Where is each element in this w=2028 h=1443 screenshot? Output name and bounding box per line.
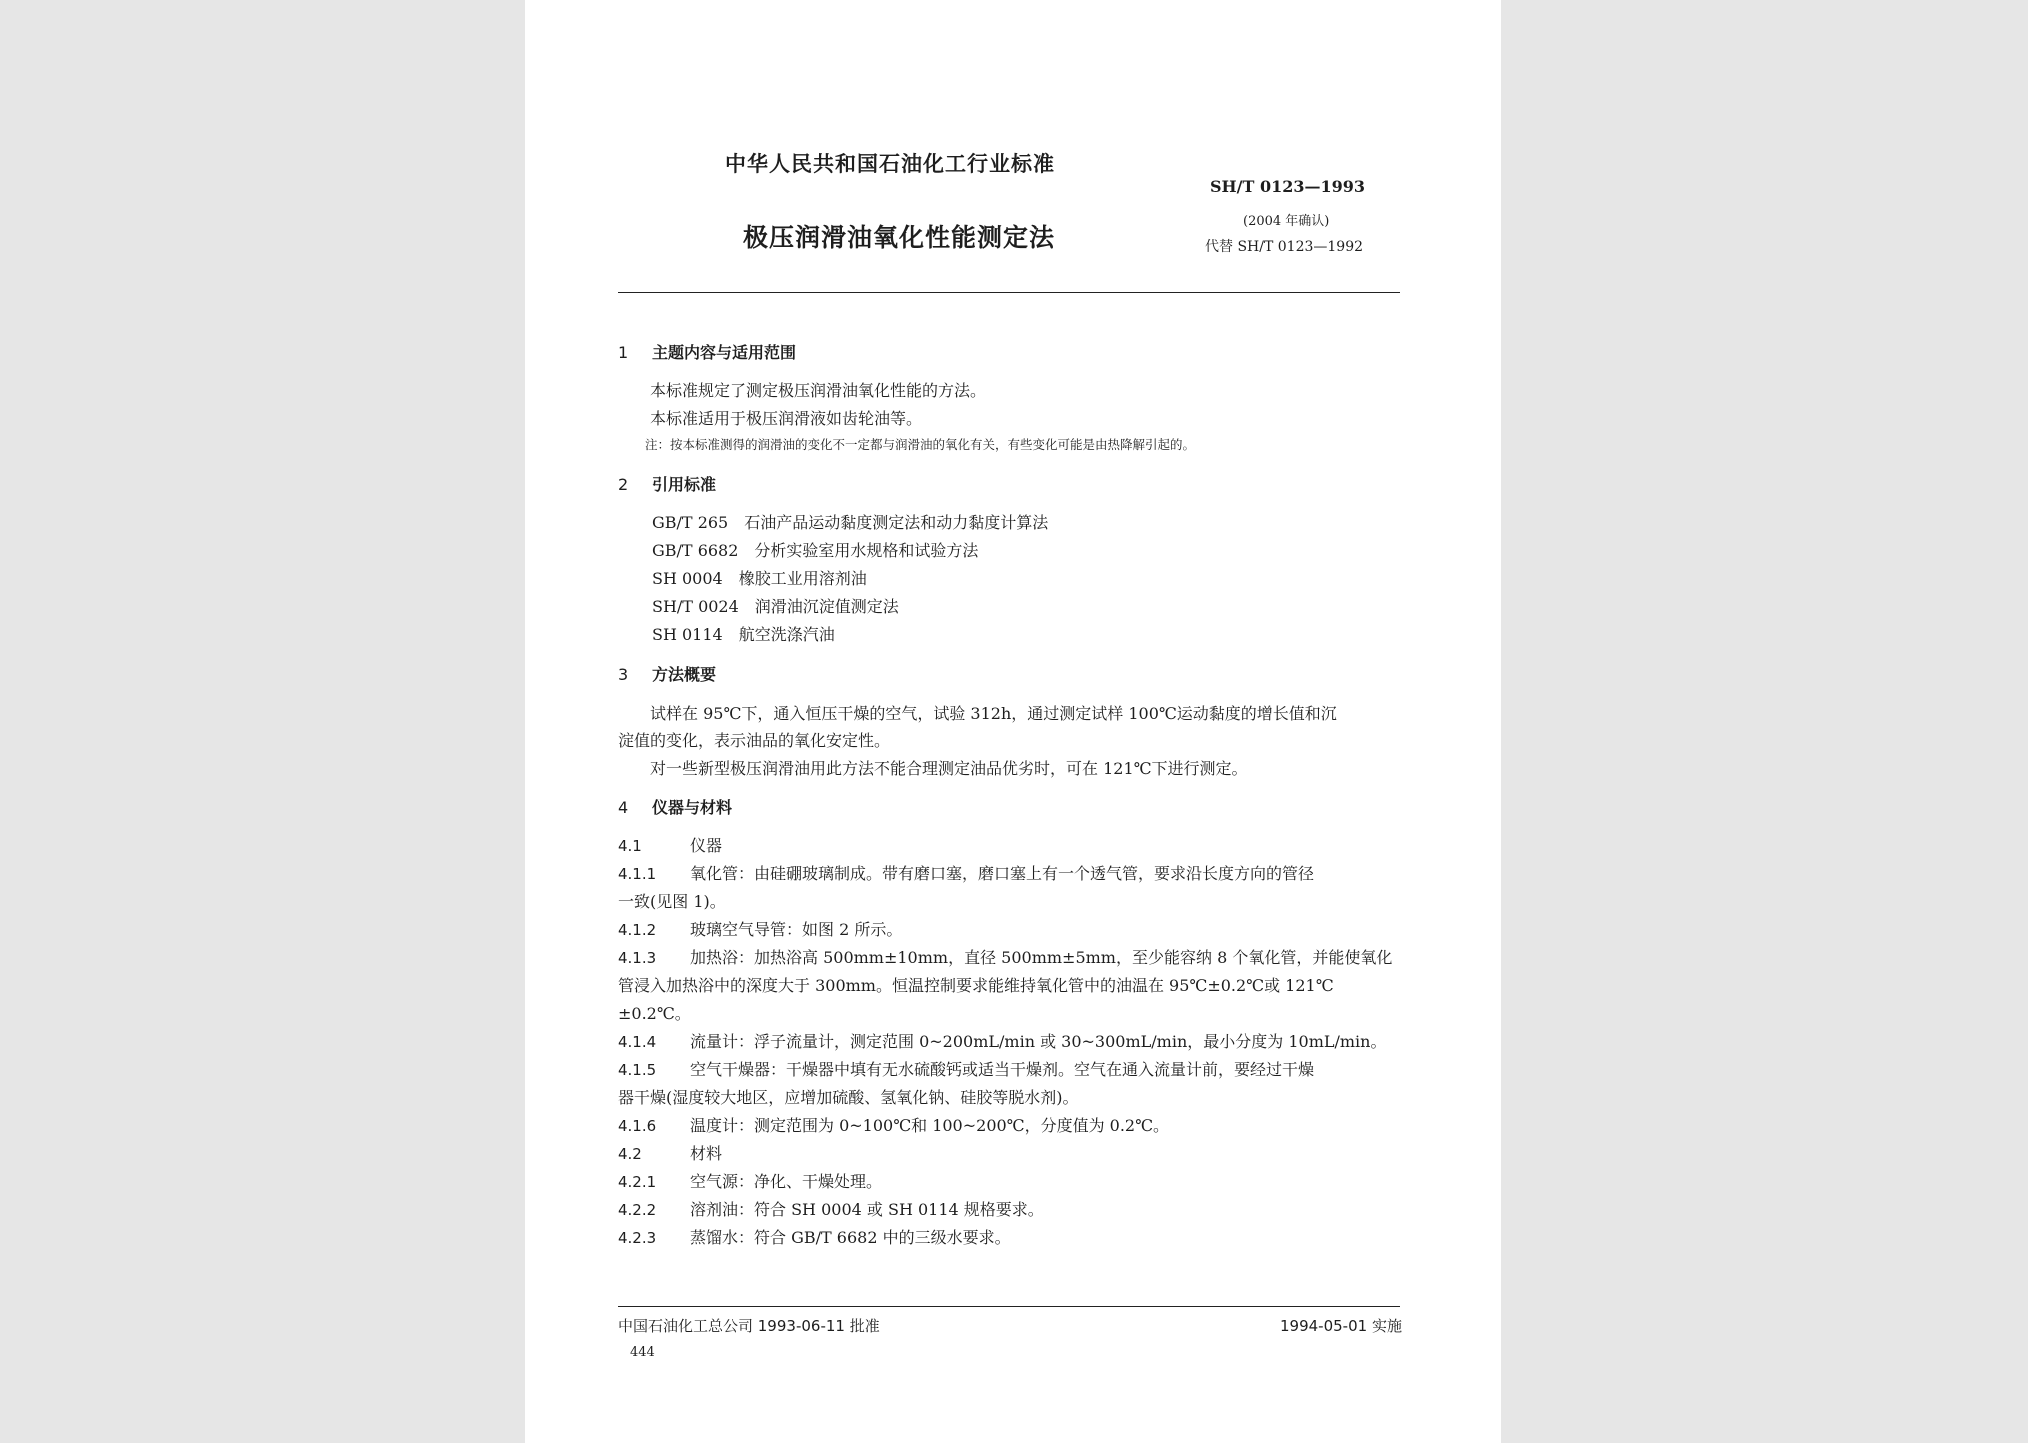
paragraph-line: 淀值的变化，表示油品的氧化安定性。 bbox=[618, 731, 891, 750]
section-title: 主题内容与适用范围 bbox=[652, 343, 797, 362]
section-3-heading bbox=[618, 662, 716, 685]
clause-4-1-6 bbox=[618, 1113, 1169, 1136]
approval-line: 中国石油化工总公司 1993-06-11 批准 bbox=[618, 1317, 880, 1335]
reference-item bbox=[652, 566, 867, 589]
paragraph-line: 试样在 95℃下，通入恒压干燥的空气，试验 312h，通过测定试样 100℃运动黏度的增长值和沉 bbox=[650, 704, 1337, 723]
section-number: 1 bbox=[618, 343, 629, 362]
reference-code: SH 0114 bbox=[652, 625, 723, 644]
reference-item bbox=[652, 594, 899, 617]
section-number: 2 bbox=[618, 475, 629, 494]
footer-divider bbox=[618, 1306, 1400, 1307]
clause-text-continued: 管浸入加热浴中的深度大于 300mm。恒温控制要求能维持氧化管中的油温在 95℃±0.2℃或 121℃ bbox=[618, 976, 1334, 995]
note: 注：按本标准测得的润滑油的变化不一定都与润滑油的氧化有关，有些变化可能是由热降解引起的。 bbox=[645, 437, 1196, 452]
section-title: 仪器与材料 bbox=[652, 798, 733, 817]
clause-4-1-2 bbox=[618, 917, 902, 940]
clause-text: 玻璃空气导管：如图 2 所示。 bbox=[690, 920, 903, 939]
clause-text-continued: ±0.2℃。 bbox=[618, 1004, 691, 1023]
section-title: 方法概要 bbox=[652, 665, 717, 684]
clause-text: 蒸馏水：符合 GB/T 6682 中的三级水要求。 bbox=[690, 1228, 1011, 1247]
document-title: 极压润滑油氧化性能测定法 bbox=[743, 223, 1056, 252]
confirm-year: (2004 年确认) bbox=[1243, 214, 1330, 229]
clause-number: 4.1.5 bbox=[618, 1061, 657, 1079]
reference-item bbox=[652, 538, 978, 561]
section-1-heading bbox=[618, 340, 796, 363]
clause-text: 温度计：测定范围为 0~100℃和 100~200℃，分度值为 0.2℃。 bbox=[690, 1116, 1170, 1135]
clause-text: 空气源：净化、干燥处理。 bbox=[690, 1172, 883, 1191]
clause-number: 4.1.6 bbox=[618, 1117, 657, 1135]
clause-number: 4.2.1 bbox=[618, 1173, 657, 1191]
clause-number: 4.2.3 bbox=[618, 1229, 657, 1247]
section-2-heading bbox=[618, 472, 716, 495]
reference-name: 航空洗涤汽油 bbox=[738, 625, 835, 644]
clause-4-1-5 bbox=[618, 1057, 1314, 1080]
reference-code: GB/T 265 bbox=[652, 513, 729, 532]
clause-number: 4.2 bbox=[618, 1145, 642, 1163]
clause-4-1-3 bbox=[618, 945, 1392, 968]
section-number: 4 bbox=[618, 798, 629, 817]
clause-4-2-1 bbox=[618, 1169, 882, 1192]
reference-code: GB/T 6682 bbox=[652, 541, 739, 560]
section-4-heading bbox=[618, 795, 732, 818]
clause-4-1 bbox=[618, 833, 722, 856]
reference-name: 橡胶工业用溶剂油 bbox=[738, 569, 867, 588]
reference-code: SH/T 0024 bbox=[652, 597, 739, 616]
paragraph: 本标准规定了测定极压润滑油氧化性能的方法。 bbox=[650, 381, 987, 400]
clause-4-2-3 bbox=[618, 1225, 1011, 1248]
clause-number: 4.1.2 bbox=[618, 921, 657, 939]
reference-item bbox=[652, 510, 1048, 533]
clause-text: 材料 bbox=[690, 1144, 723, 1163]
clause-text: 仪器 bbox=[690, 836, 723, 855]
clause-number: 4.1.3 bbox=[618, 949, 657, 967]
section-number: 3 bbox=[618, 665, 629, 684]
replaces-standard: 代替 SH/T 0123—1992 bbox=[1205, 239, 1364, 255]
clause-text: 氧化管：由硅硼玻璃制成。带有磨口塞，磨口塞上有一个透气管，要求沿长度方向的管径 bbox=[690, 864, 1315, 883]
clause-text: 流量计：浮子流量计，测定范围 0~200mL/min 或 30~300mL/min，最小分度为 10mL/min。 bbox=[690, 1032, 1387, 1051]
paragraph: 对一些新型极压润滑油用此方法不能合理测定油品优劣时，可在 121℃下进行测定。 bbox=[650, 759, 1248, 778]
clause-text: 溶剂油：符合 SH 0004 或 SH 0114 规格要求。 bbox=[690, 1200, 1044, 1219]
clause-number: 4.2.2 bbox=[618, 1201, 657, 1219]
paragraph: 本标准适用于极压润滑液如齿轮油等。 bbox=[650, 409, 923, 428]
clause-4-2-2 bbox=[618, 1197, 1044, 1220]
clause-number: 4.1.4 bbox=[618, 1033, 657, 1051]
issuing-org: 中华人民共和国石油化工行业标准 bbox=[725, 152, 1055, 176]
reference-name: 分析实验室用水规格和试验方法 bbox=[754, 541, 979, 560]
clause-4-1-1 bbox=[618, 861, 1314, 884]
clause-text-continued: 器干燥(湿度较大地区，应增加硫酸、氢氧化钠、硅胶等脱水剂)。 bbox=[618, 1088, 1079, 1107]
reference-name: 石油产品运动黏度测定法和动力黏度计算法 bbox=[744, 513, 1049, 532]
clause-text: 加热浴：加热浴高 500mm±10mm，直径 500mm±5mm，至少能容纳 8 个氧化管，并能使氧化 bbox=[690, 948, 1393, 967]
header-divider bbox=[618, 292, 1400, 293]
effective-date: 1994-05-01 实施 bbox=[1280, 1317, 1402, 1335]
reference-name: 润滑油沉淀值测定法 bbox=[754, 597, 899, 616]
document-page bbox=[525, 0, 1501, 1443]
clause-number: 4.1 bbox=[618, 837, 642, 855]
clause-text-continued: 一致(见图 1)。 bbox=[618, 892, 726, 911]
page-number: 444 bbox=[630, 1345, 655, 1360]
standard-code: SH/T 0123—1993 bbox=[1210, 177, 1366, 196]
section-title: 引用标准 bbox=[652, 475, 717, 494]
clause-4-1-4 bbox=[618, 1029, 1386, 1052]
clause-text: 空气干燥器：干燥器中填有无水硫酸钙或适当干燥剂。空气在通入流量计前，要经过干燥 bbox=[690, 1060, 1315, 1079]
reference-item bbox=[652, 622, 835, 645]
reference-code: SH 0004 bbox=[652, 569, 723, 588]
clause-number: 4.1.1 bbox=[618, 865, 657, 883]
clause-4-2 bbox=[618, 1141, 722, 1164]
